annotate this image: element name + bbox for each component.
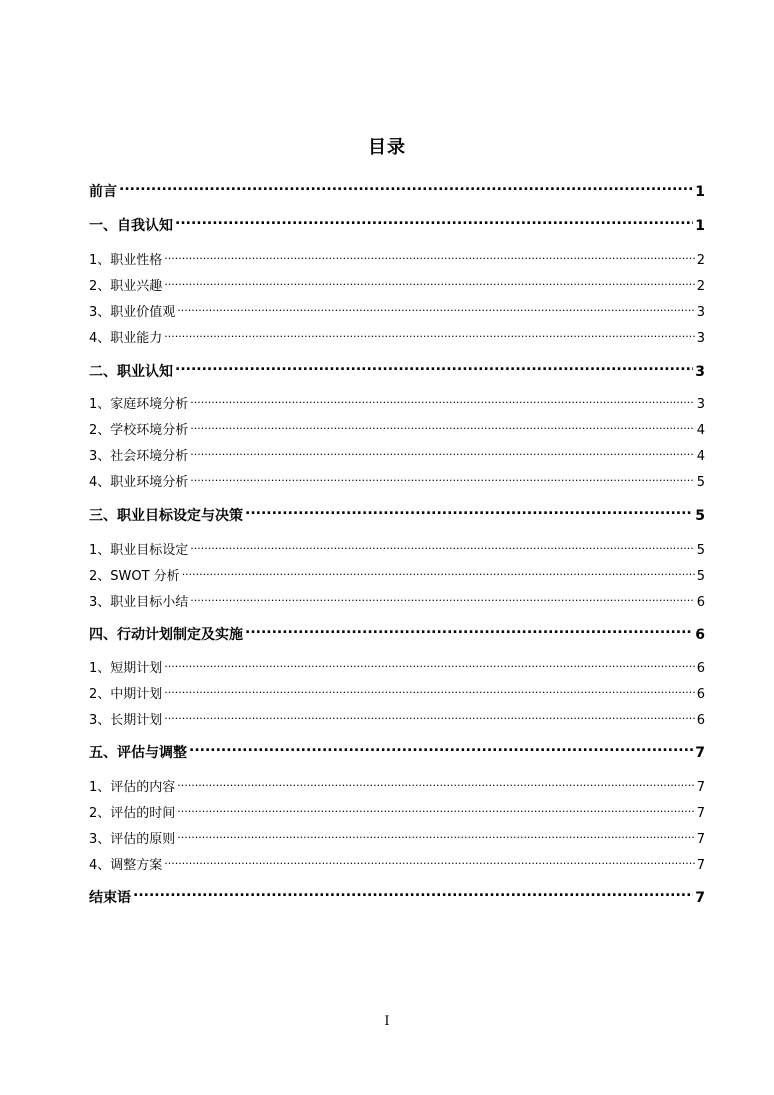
- toc-entry[interactable]: [89, 706, 705, 728]
- toc-entry[interactable]: [89, 442, 705, 464]
- toc-leader-dots: [164, 851, 694, 869]
- toc-entry-page-number: 4: [696, 423, 705, 438]
- toc-entry-label: 一、自我认知: [89, 218, 173, 234]
- toc-leader-dots: [190, 588, 694, 606]
- toc-entry-label: 2、职业兴趣: [89, 279, 163, 294]
- toc-entry-page-number: 7: [696, 806, 705, 821]
- toc-entry[interactable]: [89, 739, 705, 761]
- toc-entry[interactable]: [89, 588, 705, 610]
- toc-entry-page-number: 6: [696, 687, 705, 702]
- toc-entry-page-number: 2: [696, 279, 705, 294]
- toc-entry-page-number: 3: [696, 331, 705, 346]
- toc-leader-dots: [190, 468, 694, 486]
- toc-leader-dots: [164, 680, 694, 698]
- toc-entry[interactable]: [89, 680, 705, 702]
- toc-leader-dots: [133, 884, 693, 902]
- toc-entry-label: 四、行动计划制定及实施: [89, 627, 243, 643]
- toc-entry[interactable]: [89, 468, 705, 490]
- toc-leader-dots: [164, 324, 694, 342]
- toc-entry-page-number: 7: [696, 832, 705, 847]
- toc-entry[interactable]: [89, 502, 705, 524]
- toc-leader-dots: [190, 536, 694, 554]
- toc-entry[interactable]: [89, 654, 705, 676]
- toc-leader-dots: [245, 502, 693, 520]
- toc-entry[interactable]: [89, 416, 705, 438]
- toc-entry[interactable]: [89, 246, 705, 268]
- toc-entry-page-number: 7: [696, 780, 705, 795]
- toc-entry-page-number: 2: [696, 253, 705, 268]
- toc-leader-dots: [189, 739, 693, 757]
- toc-entry-label: 二、职业认知: [89, 364, 173, 380]
- footer-page-number: I: [384, 1014, 390, 1029]
- toc-entry-page-number: 5: [696, 543, 705, 558]
- toc-entry-label: 1、短期计划: [89, 661, 163, 676]
- toc-entry-label: 2、中期计划: [89, 687, 163, 702]
- toc-entry-page-number: 6: [696, 661, 705, 676]
- toc-entry-label: 2、评估的时间: [89, 806, 176, 821]
- toc-entry[interactable]: [89, 178, 705, 200]
- toc-entry-page-number: 3: [696, 305, 705, 320]
- toc-entry-label: 1、职业目标设定: [89, 543, 189, 558]
- toc-leader-dots: [177, 298, 694, 316]
- toc-entry-page-number: 6: [695, 627, 705, 643]
- toc-entry-label: 结束语: [89, 890, 131, 906]
- toc-leader-dots: [177, 825, 694, 843]
- toc-entry-label: 前言: [89, 184, 117, 200]
- toc-entry[interactable]: [89, 390, 705, 412]
- toc-leader-dots: [245, 621, 693, 639]
- toc-entry-label: 3、长期计划: [89, 713, 163, 728]
- toc-entry-label: 1、评估的内容: [89, 780, 176, 795]
- toc-leader-dots: [164, 246, 694, 264]
- toc-leader-dots: [182, 562, 695, 580]
- toc-leader-dots: [175, 212, 693, 230]
- toc-entry[interactable]: [89, 884, 705, 906]
- toc-leader-dots: [164, 654, 694, 672]
- toc-entry-page-number: 6: [696, 595, 705, 610]
- toc-entry-label: 4、职业能力: [89, 331, 163, 346]
- toc-entry-label: 三、职业目标设定与决策: [89, 508, 243, 524]
- toc-entry-label: 3、职业价值观: [89, 305, 176, 320]
- toc-entry[interactable]: [89, 272, 705, 294]
- toc-leader-dots: [177, 773, 694, 791]
- toc-entry[interactable]: [89, 212, 705, 234]
- toc-entry[interactable]: [89, 773, 705, 795]
- toc-entry-page-number: 4: [696, 449, 705, 464]
- toc-entry[interactable]: [89, 358, 705, 380]
- toc-leader-dots: [190, 390, 694, 408]
- toc-entry-label: 1、职业性格: [89, 253, 163, 268]
- toc-entry-label: 2、学校环境分析: [89, 423, 189, 438]
- toc-entry[interactable]: [89, 298, 705, 320]
- toc-entry-page-number: 5: [696, 475, 705, 490]
- toc-entry[interactable]: [89, 324, 705, 346]
- toc-entry-label: 4、职业环境分析: [89, 475, 189, 490]
- toc-entry-page-number: 3: [696, 397, 705, 412]
- toc-entry-page-number: 7: [696, 858, 705, 873]
- toc-leader-dots: [190, 442, 694, 460]
- toc-entry[interactable]: [89, 799, 705, 821]
- page-title: 目录: [368, 137, 406, 158]
- toc-entry[interactable]: [89, 851, 705, 873]
- toc-leader-dots: [164, 272, 694, 290]
- toc-entry-page-number: 3: [695, 364, 705, 380]
- toc-leader-dots: [175, 358, 693, 376]
- toc-entry-label: 1、家庭环境分析: [89, 397, 189, 412]
- toc-leader-dots: [177, 799, 694, 817]
- toc-entry-label: 4、调整方案: [89, 858, 163, 873]
- toc-entry[interactable]: [89, 536, 705, 558]
- toc-leader-dots: [164, 706, 694, 724]
- toc-entry-page-number: 5: [695, 508, 705, 524]
- toc-entry-page-number: 1: [695, 218, 705, 234]
- toc-entry-page-number: 7: [695, 890, 705, 906]
- toc-entry[interactable]: [89, 562, 705, 584]
- toc-entry-page-number: 6: [696, 713, 705, 728]
- toc-entry-label: 2、SWOT 分析: [89, 569, 180, 584]
- toc-entry-label: 3、社会环境分析: [89, 449, 189, 464]
- toc-entry[interactable]: [89, 621, 705, 643]
- toc-leader-dots: [190, 416, 694, 434]
- toc-entry-label: 五、评估与调整: [89, 745, 187, 761]
- toc-entry-label: 3、评估的原则: [89, 832, 176, 847]
- toc-entry-page-number: 5: [696, 569, 705, 584]
- toc-entry-page-number: 7: [695, 745, 705, 761]
- toc-entry-page-number: 1: [695, 184, 705, 200]
- toc-entry-label: 3、职业目标小结: [89, 595, 189, 610]
- toc-leader-dots: [119, 178, 693, 196]
- toc-entry[interactable]: [89, 825, 705, 847]
